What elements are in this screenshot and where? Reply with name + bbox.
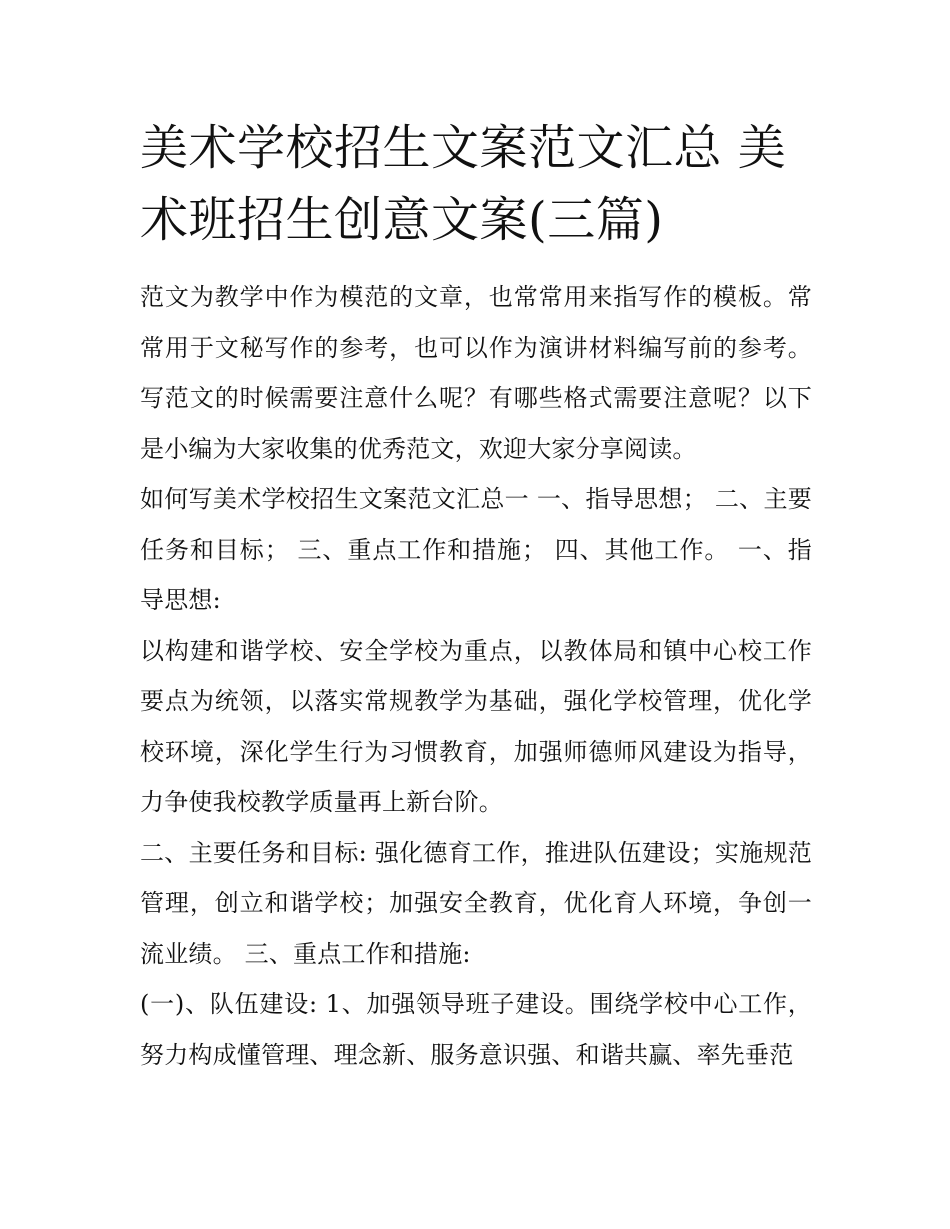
document-title: 美术学校招生文案范文汇总 美术班招生创意文案(三篇) (140, 120, 787, 248)
paragraph-outline: 如何写美术学校招生文案范文汇总一 一、指导思想； 二、主要任务和目标； 三、重点工作和措施； 四、其他工作。 一、指导思想: (140, 485, 812, 614)
paragraph-team-building: (一)、队伍建设: 1、加强领导班子建设。围绕学校中心工作，努力构成懂管理、理念新、服务意识强、和谐共赢、率先垂范 (140, 990, 812, 1069)
paragraph-guiding-ideology: 以构建和谐学校、安全学校为重点，以教体局和镇中心校工作要点为统领，以落实常规教学为基础，强化学校管理，优化学校环境，深化学生行为习惯教育，加强师德师风建设为指导，力争使我校教学质量再上新台阶。 (140, 636, 812, 816)
document-body (140, 112, 812, 1080)
paragraph-intro: 范文为教学中作为模范的文章，也常常用来指写作的模板。常常用于文秘写作的参考，也可以作为演讲材料编写前的参考。写范文的时候需要注意什么呢？有哪些格式需要注意呢？以下是小编为大家收集的优秀范文，欢迎大家分享阅读。 (140, 283, 812, 463)
paragraph-main-tasks: 二、主要任务和目标: 强化德育工作，推进队伍建设；实施规范管理，创立和谐学校；加强安全教育，优化育人环境，争创一流业绩。 三、重点工作和措施: (140, 838, 812, 968)
